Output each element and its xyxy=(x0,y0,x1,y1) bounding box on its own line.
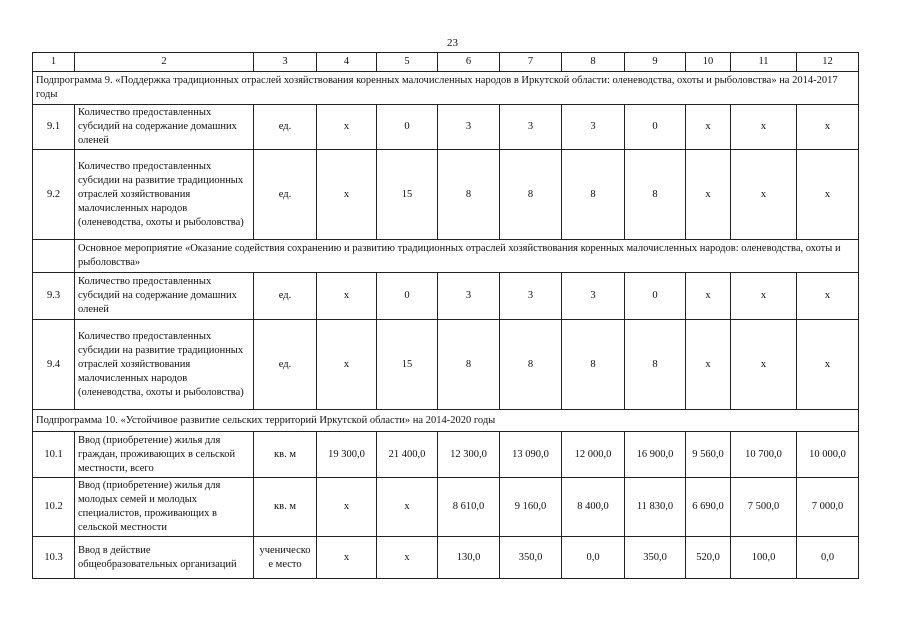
column-number-cell: 3 xyxy=(254,53,317,72)
value-cell: 8 xyxy=(500,150,562,240)
value-cell: 3 xyxy=(562,105,625,150)
unit-cell: ученическо е место xyxy=(254,537,317,579)
row-number: 9.2 xyxy=(33,150,75,240)
row-number: 10.3 xyxy=(33,537,75,579)
column-number-cell: 7 xyxy=(500,53,562,72)
value-cell: 8 xyxy=(625,150,686,240)
column-number-cell: 12 xyxy=(797,53,859,72)
column-number-cell: 1 xyxy=(33,53,75,72)
value-cell: 8 xyxy=(625,320,686,410)
value-cell: x xyxy=(317,320,377,410)
value-cell: 8 xyxy=(438,320,500,410)
value-cell: 9 560,0 xyxy=(686,432,731,478)
indicator-name: Количество предоставленных субсидий на содержание домашних оленей xyxy=(75,273,254,320)
value-cell: 130,0 xyxy=(438,537,500,579)
value-cell: 13 090,0 xyxy=(500,432,562,478)
section-heading: Подпрограмма 10. «Устойчивое развитие сельских территорий Иркутской области» на 2014-2020 годы xyxy=(33,410,859,432)
column-number-cell: 8 xyxy=(562,53,625,72)
value-cell: x xyxy=(797,150,859,240)
unit-cell: ед. xyxy=(254,320,317,410)
value-cell: x xyxy=(731,273,797,320)
value-cell: 8 xyxy=(438,150,500,240)
section-heading: Подпрограмма 9. «Поддержка традиционных отраслей хозяйствования коренных малочисленных народов в Иркутской области: оленеводства, охоты и рыболовства» на 2014-2017 годы xyxy=(33,72,859,105)
value-cell: 520,0 xyxy=(686,537,731,579)
table-row xyxy=(33,537,859,579)
value-cell: x xyxy=(686,105,731,150)
value-cell: 0 xyxy=(377,273,438,320)
table-row xyxy=(33,150,859,240)
column-number-cell: 5 xyxy=(377,53,438,72)
unit-cell: кв. м xyxy=(254,432,317,478)
value-cell: 15 xyxy=(377,320,438,410)
page-number: 23 xyxy=(447,37,458,49)
indicator-name: Ввод в действие общеобразовательных организаций xyxy=(75,537,254,579)
indicators-table xyxy=(32,52,859,579)
value-cell: x xyxy=(686,320,731,410)
value-cell: 0 xyxy=(377,105,438,150)
value-cell: x xyxy=(731,150,797,240)
value-cell: x xyxy=(317,150,377,240)
value-cell: x xyxy=(797,320,859,410)
indicator-name: Ввод (приобретение) жилья для молодых семей и молодых специалистов, проживающих в сельской местности xyxy=(75,478,254,537)
value-cell: 8 xyxy=(562,320,625,410)
unit-cell: ед. xyxy=(254,105,317,150)
unit-cell: кв. м xyxy=(254,478,317,537)
unit-cell: ед. xyxy=(254,150,317,240)
value-cell: 3 xyxy=(438,273,500,320)
unit-cell: ед. xyxy=(254,273,317,320)
row-number: 10.1 xyxy=(33,432,75,478)
row-number: 10.2 xyxy=(33,478,75,537)
table-row xyxy=(33,320,859,410)
value-cell: 15 xyxy=(377,150,438,240)
indicator-name: Количество предоставленных субсидии на развитие традиционных отраслей хозяйствования малочисленных народов (оленеводства, охоты и рыболовства) xyxy=(75,320,254,410)
value-cell: 3 xyxy=(562,273,625,320)
indicator-name: Количество предоставленных субсидий на содержание домашних оленей xyxy=(75,105,254,150)
value-cell: x xyxy=(686,273,731,320)
value-cell: 9 160,0 xyxy=(500,478,562,537)
value-cell: 0,0 xyxy=(562,537,625,579)
section-heading: Основное мероприятие «Оказание содействия сохранению и развитию традиционных отраслей хозяйствования коренных малочисленных народов: оленеводства, охоты и рыболовства» xyxy=(75,240,859,273)
value-cell: x xyxy=(731,105,797,150)
value-cell: 10 700,0 xyxy=(731,432,797,478)
value-cell: x xyxy=(317,273,377,320)
column-number-row xyxy=(33,53,859,72)
column-number-cell: 11 xyxy=(731,53,797,72)
section-heading-row xyxy=(33,410,859,432)
value-cell: x xyxy=(377,537,438,579)
value-cell: x xyxy=(686,150,731,240)
value-cell: x xyxy=(317,478,377,537)
column-number-cell: 4 xyxy=(317,53,377,72)
table-row xyxy=(33,105,859,150)
value-cell: 8 xyxy=(500,320,562,410)
value-cell: 0,0 xyxy=(797,537,859,579)
value-cell: 12 300,0 xyxy=(438,432,500,478)
value-cell: 0 xyxy=(625,105,686,150)
value-cell: 100,0 xyxy=(731,537,797,579)
row-number: 9.3 xyxy=(33,273,75,320)
row-number: 9.1 xyxy=(33,105,75,150)
value-cell: 8 xyxy=(562,150,625,240)
value-cell: 7 000,0 xyxy=(797,478,859,537)
table-row xyxy=(33,273,859,320)
table-row xyxy=(33,478,859,537)
value-cell: 6 690,0 xyxy=(686,478,731,537)
value-cell: 16 900,0 xyxy=(625,432,686,478)
value-cell: x xyxy=(797,273,859,320)
value-cell: x xyxy=(377,478,438,537)
value-cell: x xyxy=(797,105,859,150)
value-cell: 8 400,0 xyxy=(562,478,625,537)
column-number-cell: 2 xyxy=(75,53,254,72)
value-cell: 10 000,0 xyxy=(797,432,859,478)
value-cell: 350,0 xyxy=(500,537,562,579)
indicator-name: Количество предоставленных субсидии на развитие традиционных отраслей хозяйствования малочисленных народов (оленеводства, охоты и рыболовства) xyxy=(75,150,254,240)
value-cell: 350,0 xyxy=(625,537,686,579)
value-cell: x xyxy=(731,320,797,410)
value-cell: 3 xyxy=(500,105,562,150)
value-cell: 19 300,0 xyxy=(317,432,377,478)
value-cell: 21 400,0 xyxy=(377,432,438,478)
row-number: 9.4 xyxy=(33,320,75,410)
indicator-name: Ввод (приобретение) жилья для граждан, проживающих в сельской местности, всего xyxy=(75,432,254,478)
value-cell: 3 xyxy=(438,105,500,150)
column-number-cell: 6 xyxy=(438,53,500,72)
value-cell: x xyxy=(317,105,377,150)
value-cell: 8 610,0 xyxy=(438,478,500,537)
column-number-cell: 9 xyxy=(625,53,686,72)
value-cell: 12 000,0 xyxy=(562,432,625,478)
value-cell: 0 xyxy=(625,273,686,320)
table-row xyxy=(33,432,859,478)
value-cell: x xyxy=(317,537,377,579)
value-cell: 11 830,0 xyxy=(625,478,686,537)
section-heading-row xyxy=(33,72,859,105)
value-cell: 3 xyxy=(500,273,562,320)
section-heading-row xyxy=(33,240,859,273)
empty-cell xyxy=(33,240,75,273)
value-cell: 7 500,0 xyxy=(731,478,797,537)
column-number-cell: 10 xyxy=(686,53,731,72)
